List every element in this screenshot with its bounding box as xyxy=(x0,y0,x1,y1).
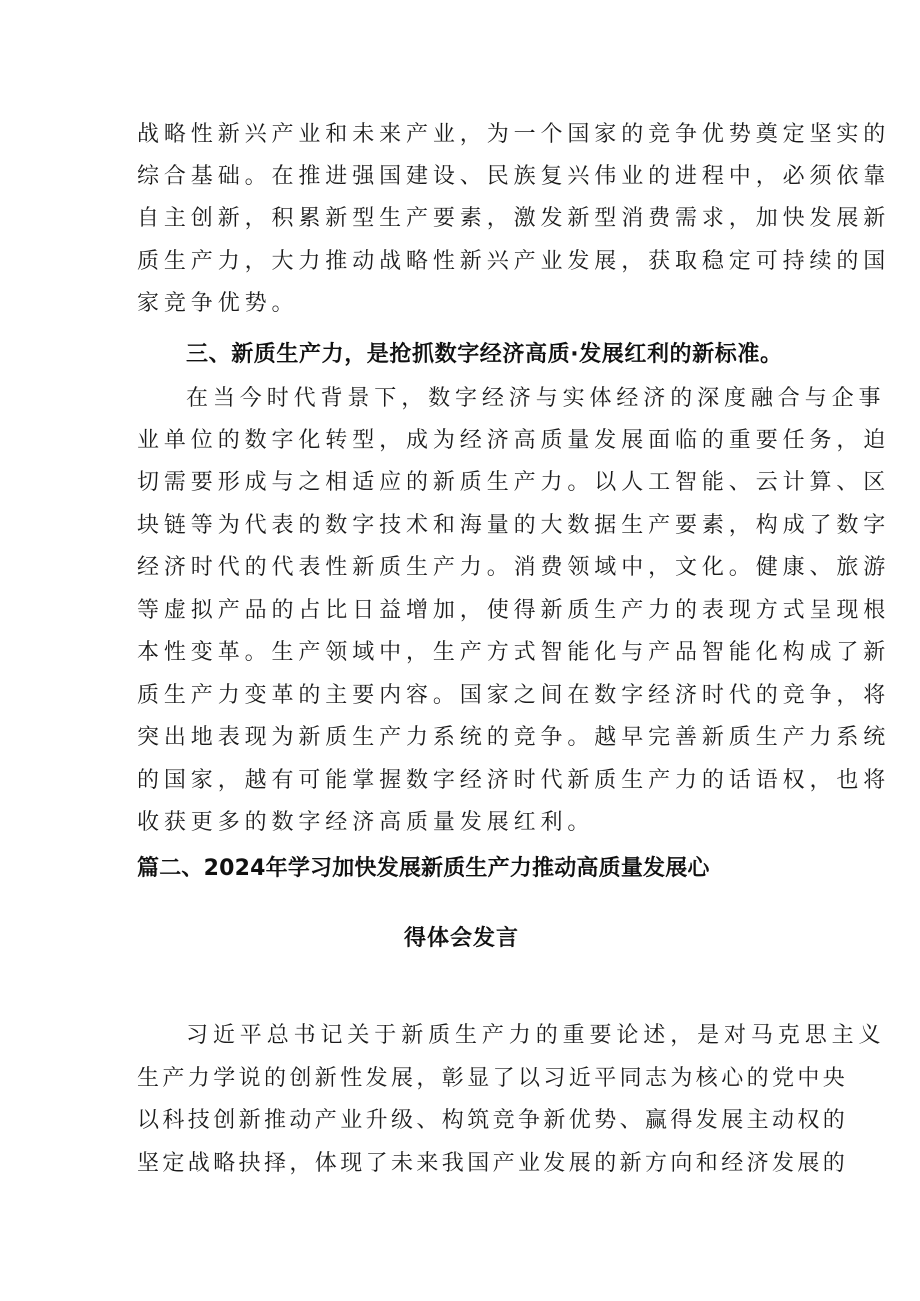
paragraph-line: 自主创新，积累新型生产要素，激发新型消费需求，加快发展新 xyxy=(137,206,891,231)
paragraph-line: 切需要形成与之相适应的新质生产力。以人工智能、云计算、区 xyxy=(137,470,891,495)
article-title: 篇二、2024年学习加快发展新质生产力推动高质量发展心 xyxy=(137,856,710,881)
paragraph-line: 收获更多的数字经济高质量发展红利。 xyxy=(137,810,595,835)
paragraph-line: 块链等为代表的数字技术和海量的大数据生产要素，构成了数字 xyxy=(137,513,891,538)
paragraph-line: 经济时代的代表性新质生产力。消费领域中，文化。健康、旅游 xyxy=(137,555,891,580)
paragraph-line: 突出地表现为新质生产力系统的竞争。越早完善新质生产力系统 xyxy=(137,725,891,750)
paragraph-line: 坚定战略抉择，体现了未来我国产业发展的新方向和经济发展的 xyxy=(137,1151,849,1176)
paragraph-line: 家竞争优势。 xyxy=(137,291,299,316)
paragraph-line: 战略性新兴产业和未来产业，为一个国家的竞争优势奠定坚实的 xyxy=(137,122,891,147)
paragraph-line: 习近平总书记关于新质生产力的重要论述，是对马克思主义 xyxy=(186,1023,886,1048)
paragraph-line: 综合基础。在推进强国建设、民族复兴伟业的进程中，必须依靠 xyxy=(137,164,891,189)
paragraph-line: 生产力学说的创新性发展，彰显了以习近平同志为核心的党中央 xyxy=(137,1066,849,1091)
paragraph-line: 本性变革。生产领域中，生产方式智能化与产品智能化构成了新 xyxy=(137,640,891,665)
paragraph-line: 等虚拟产品的占比日益增加，使得新质生产力的表现方式呈现根 xyxy=(137,598,891,623)
paragraph-line: 在当今时代背景下，数字经济与实体经济的深度融合与企事 xyxy=(186,386,886,411)
article-title-continued: 得体会发言 xyxy=(404,926,520,951)
paragraph-line: 质生产力变革的主要内容。国家之间在数字经济时代的竞争，将 xyxy=(137,683,891,708)
paragraph-line: 质生产力，大力推动战略性新兴产业发展，获取稳定可持续的国 xyxy=(137,249,891,274)
section-heading: 三、新质生产力，是抢抓数字经济高质·发展红利的新标准。 xyxy=(186,342,783,367)
paragraph-line: 以科技创新推动产业升级、构筑竞争新优势、赢得发展主动权的 xyxy=(137,1108,849,1133)
paragraph-line: 业单位的数字化转型，成为经济高质量发展面临的重要任务，迫 xyxy=(137,428,891,453)
paragraph-line: 的国家，越有可能掌握数字经济时代新质生产力的话语权，也将 xyxy=(137,768,891,793)
